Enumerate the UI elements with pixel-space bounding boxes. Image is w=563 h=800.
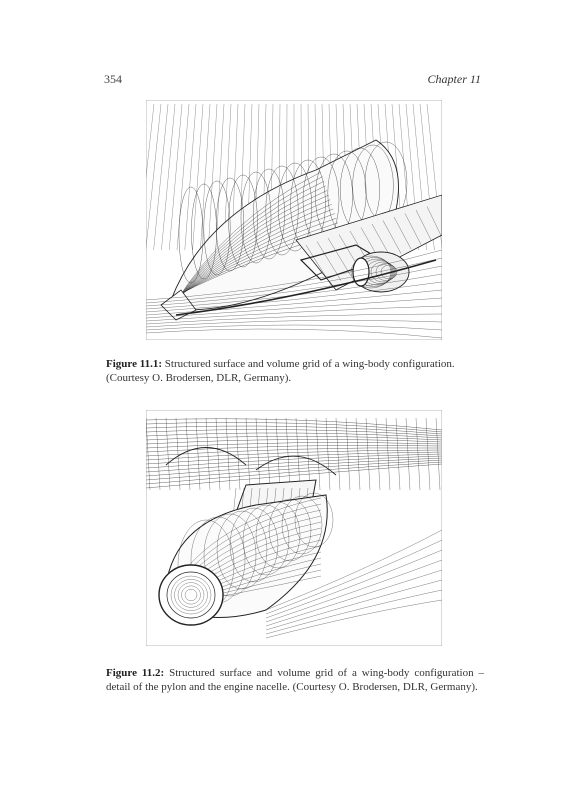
figure-11-1-caption (106, 357, 484, 385)
figure-11-2-label: Figure 11.2: (106, 667, 165, 679)
figure-11-1-image (146, 100, 442, 340)
figure-11-1-caption-text: Structured surface and volume grid of a wing-body configuration. (Courtesy O. Brodersen, DLR, Germany). (106, 358, 455, 384)
figure-11-2-caption-text: Structured surface and volume grid of a wing-body configuration – detail of the pylon and the engine nacelle. (Courtesy O. Brodersen, DLR, Germany). (106, 667, 485, 693)
figure-11-2-caption (106, 666, 484, 694)
figure-11-2-image (146, 410, 442, 646)
running-head: Chapter 11 (427, 72, 481, 86)
figure-11-1-label: Figure 11.1: (106, 358, 163, 370)
page-number: 354 (104, 72, 122, 86)
